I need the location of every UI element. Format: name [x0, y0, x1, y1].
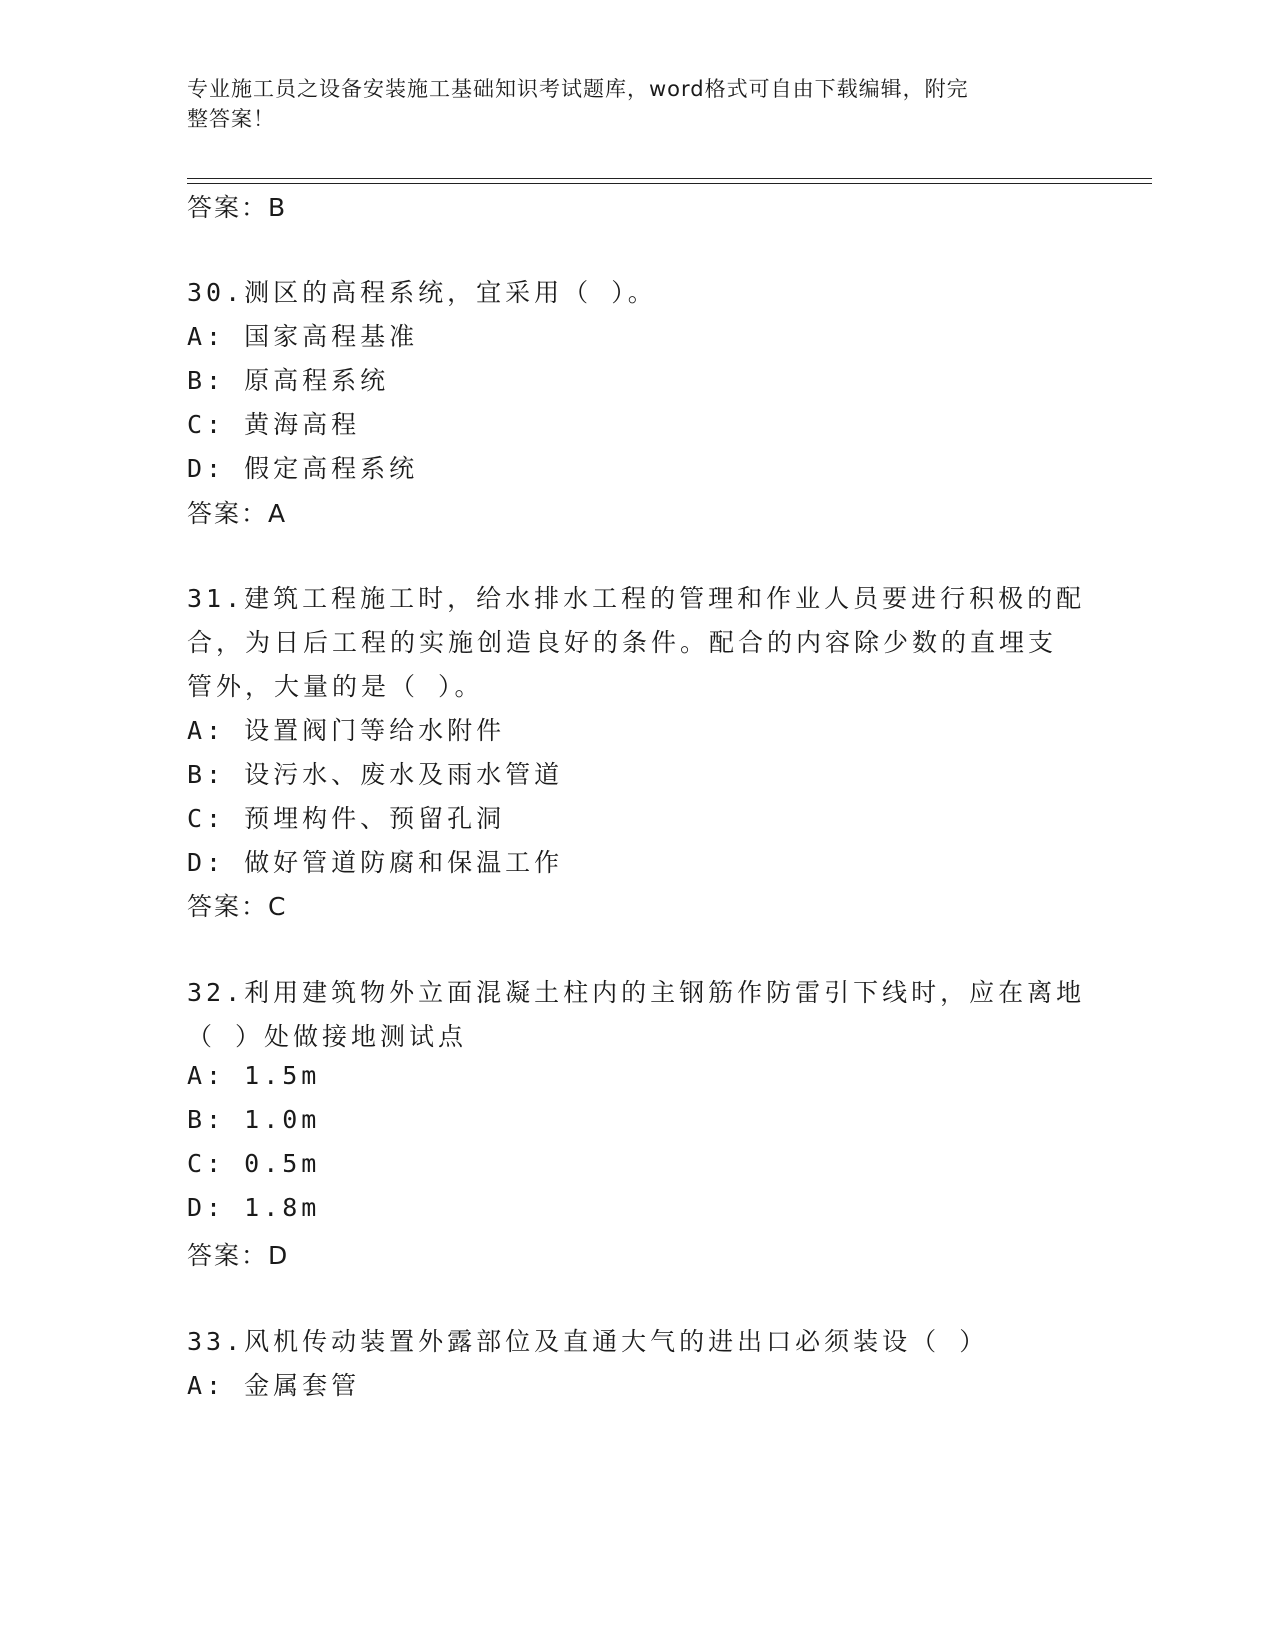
- question-31-stem-line-3: 管外，大量的是（ ）。: [187, 672, 484, 701]
- question-32-stem-line-1: 32.利用建筑物外立面混凝土柱内的主钢筋作防雷引下线时，应在离地: [187, 978, 1086, 1007]
- question-33-option-a: A: 金属套管: [187, 1371, 361, 1400]
- question-31-stem-line-1: 31.建筑工程施工时，给水排水工程的管理和作业人员要进行积极的配: [187, 584, 1086, 613]
- question-31-option-c: C: 预埋构件、预留孔洞: [187, 804, 506, 833]
- question-31-option-b: B: 设污水、废水及雨水管道: [187, 760, 564, 789]
- question-30-stem: 30.测区的高程系统，宜采用（ ）。: [187, 278, 657, 307]
- question-30-option-c: C: 黄海高程: [187, 410, 361, 439]
- question-31-answer: 答案：C: [187, 892, 288, 921]
- document-header: [187, 74, 1067, 134]
- question-32-option-a: A: 1.5m: [187, 1061, 321, 1090]
- question-31-option-d: D: 做好管道防腐和保温工作: [187, 848, 564, 877]
- question-32-answer: 答案：D: [187, 1241, 290, 1270]
- question-32-option-d: D: 1.8m: [187, 1193, 321, 1222]
- question-33-stem: 33.风机传动装置外露部位及直通大气的进出口必须装设（ ）: [187, 1327, 989, 1356]
- question-32-option-b: B: 1.0m: [187, 1105, 321, 1134]
- question-30-option-a: A: 国家高程基准: [187, 322, 419, 351]
- header-divider-top: [187, 178, 1152, 179]
- header-line-1: 专业施工员之设备安装施工基础知识考试题库，word格式可自由下载编辑，附完: [187, 77, 969, 101]
- question-31-option-a: A: 设置阀门等给水附件: [187, 716, 506, 745]
- question-32-stem-line-2: （ ）处做接地测试点: [187, 1022, 468, 1051]
- question-30-option-d: D: 假定高程系统: [187, 454, 419, 483]
- question-30-answer: 答案：A: [187, 499, 288, 528]
- previous-answer: 答案：B: [187, 193, 288, 222]
- header-line-2: 整答案！: [187, 107, 275, 131]
- question-30-option-b: B: 原高程系统: [187, 366, 390, 395]
- question-32-option-c: C: 0.5m: [187, 1149, 321, 1178]
- header-divider-bottom: [187, 183, 1152, 184]
- question-31-stem-line-2: 合，为日后工程的实施创造良好的条件。配合的内容除少数的直埋支: [187, 628, 1058, 657]
